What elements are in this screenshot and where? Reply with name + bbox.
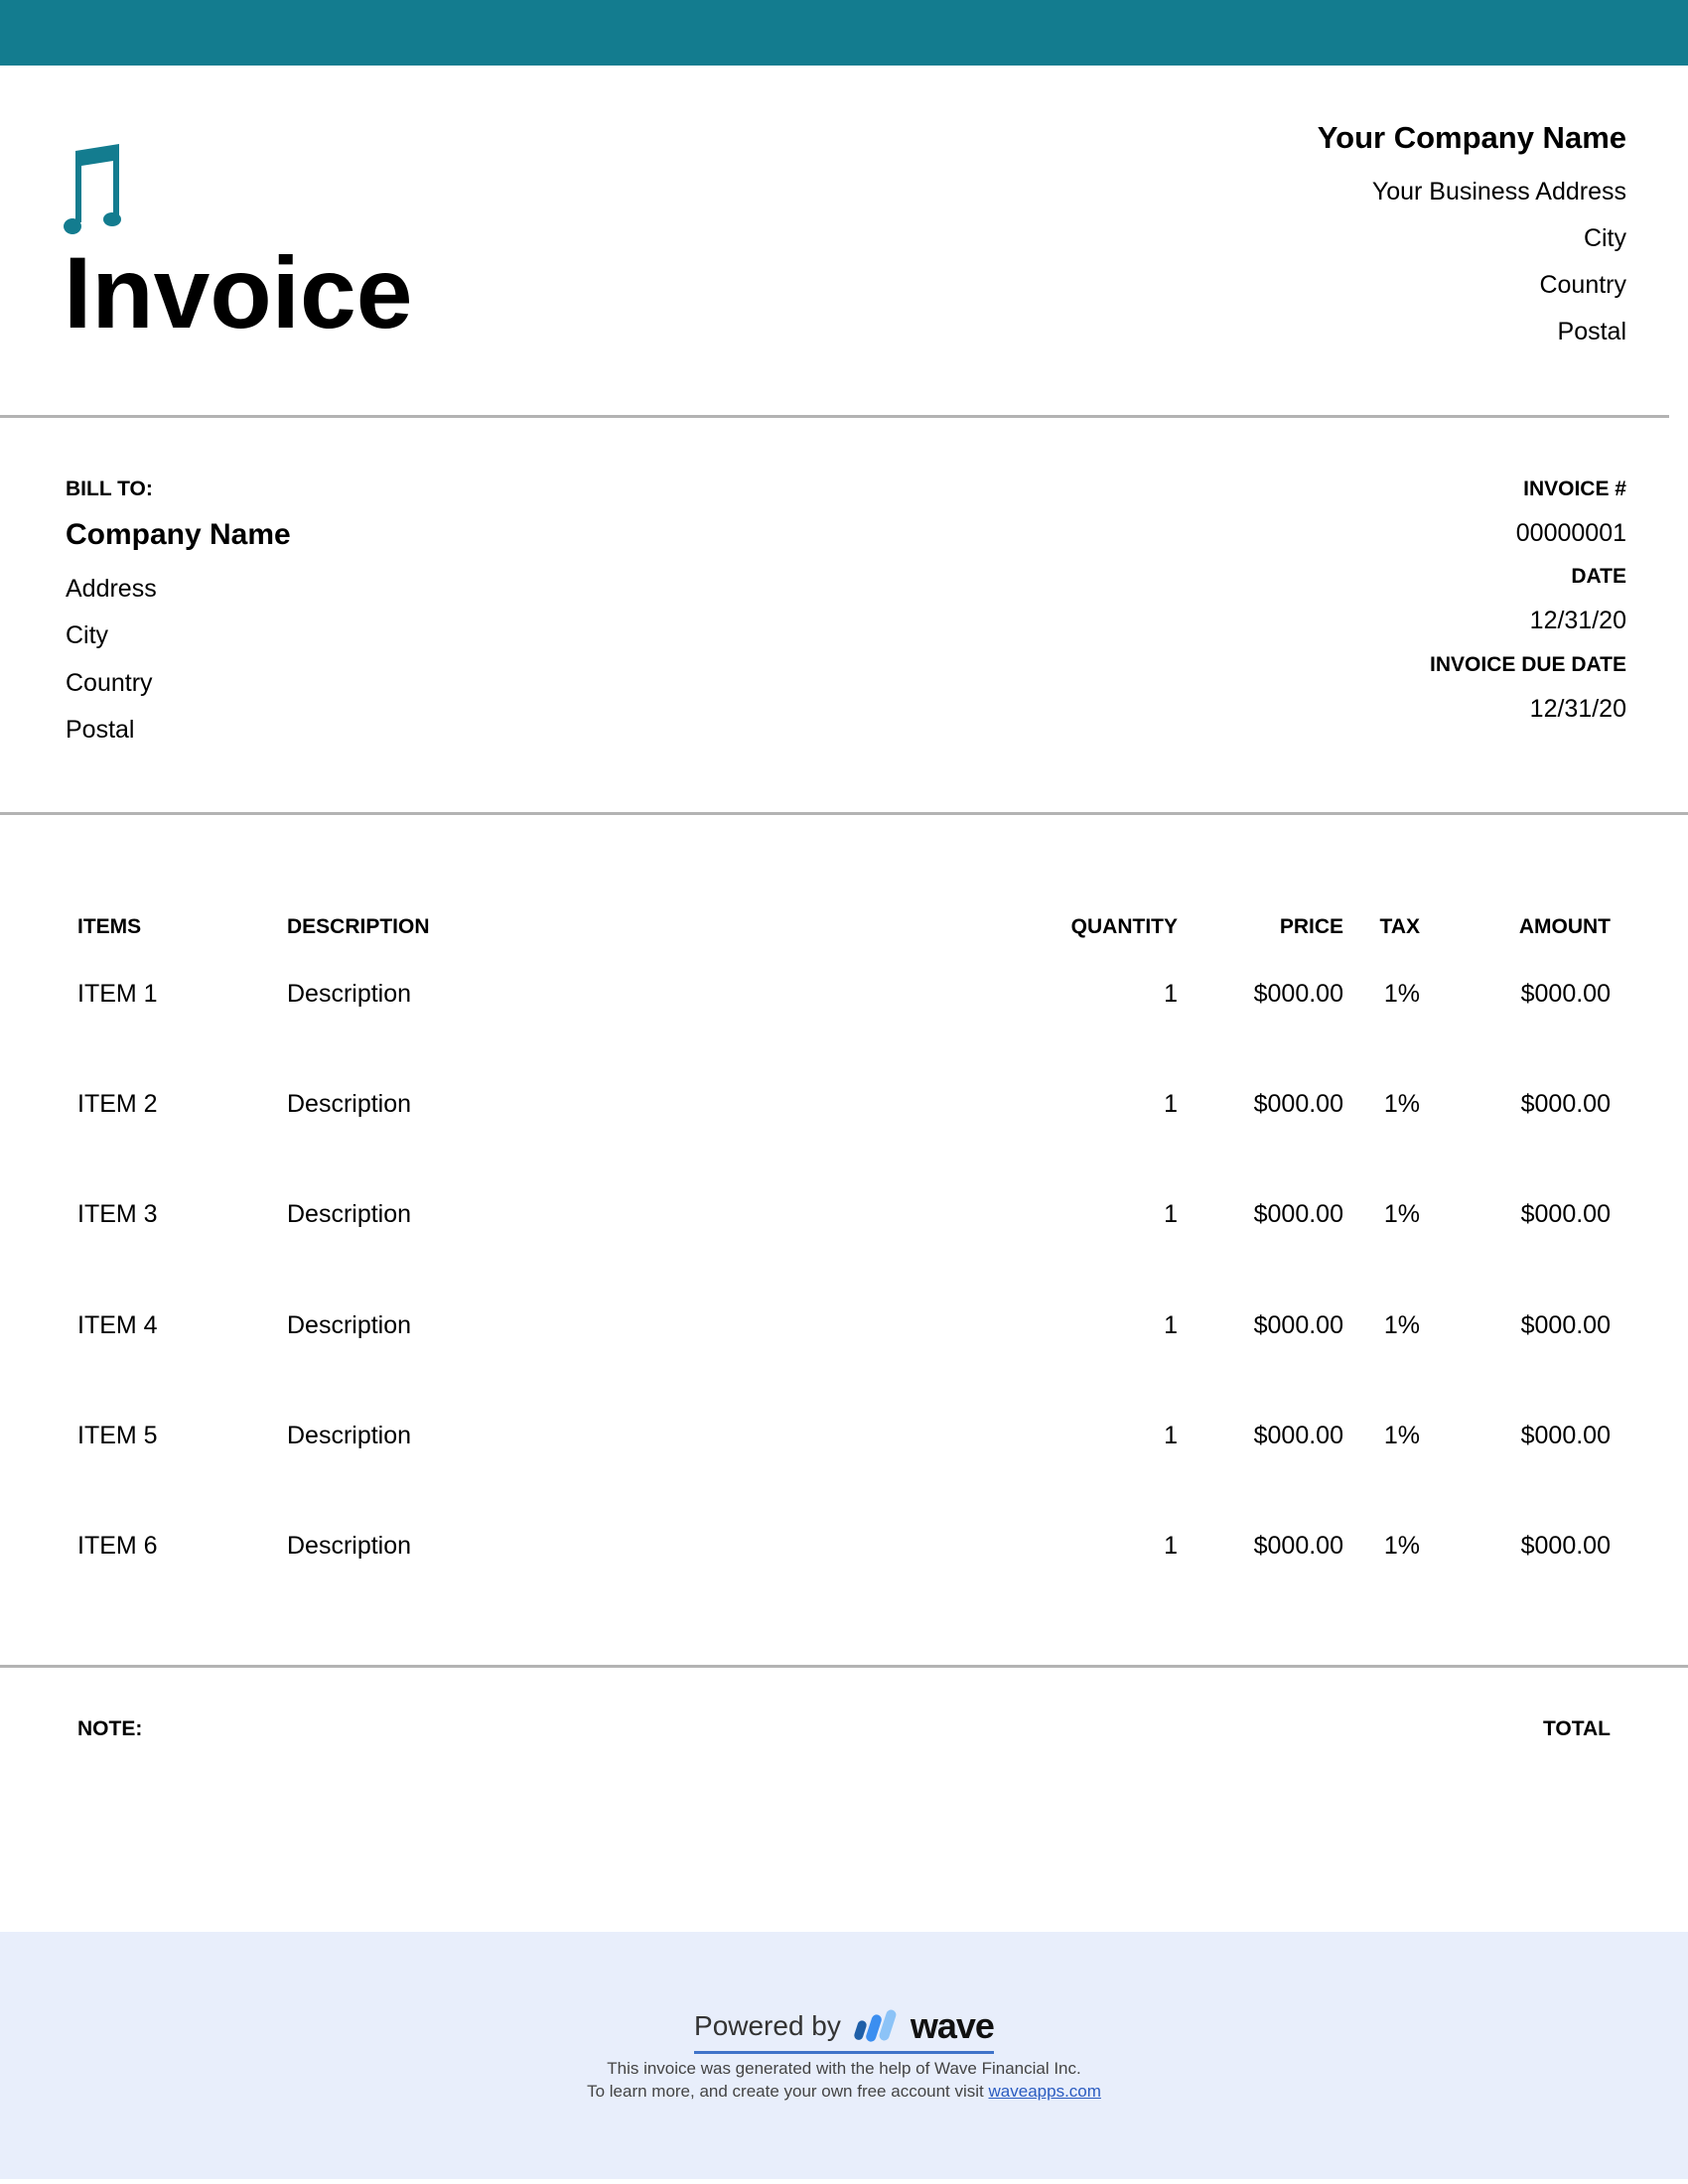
cell-item: ITEM 1 <box>77 980 158 1008</box>
cell-description: Description <box>287 980 412 1008</box>
company-postal: Postal <box>1557 318 1626 345</box>
bill-to-label: BILL TO: <box>66 478 153 500</box>
cell-item: ITEM 5 <box>77 1421 158 1449</box>
header-items: ITEMS <box>77 915 142 938</box>
cell-tax: 1% <box>1383 1090 1420 1119</box>
bill-to-city: City <box>66 621 109 649</box>
footer-line-2 <box>0 2082 1688 2102</box>
music-note-icon <box>64 141 123 236</box>
bill-to-name: Company Name <box>66 518 291 551</box>
cell-quantity: 1 <box>1164 1090 1178 1119</box>
powered-by-wave <box>0 2005 1688 2054</box>
bill-to-address: Address <box>66 575 157 603</box>
total-label: TOTAL <box>1542 1717 1611 1740</box>
cell-amount: $000.00 <box>1520 1532 1611 1560</box>
header-price: PRICE <box>1279 915 1343 938</box>
wave-brand: wave <box>910 2005 994 2046</box>
divider <box>0 415 1669 418</box>
cell-item: ITEM 6 <box>77 1532 158 1560</box>
cell-item: ITEM 3 <box>77 1200 158 1229</box>
powered-by-text: Powered by <box>694 2010 841 2041</box>
cell-price: $000.00 <box>1253 1090 1343 1119</box>
cell-description: Description <box>287 1090 412 1119</box>
company-address: Your Business Address <box>1371 178 1626 205</box>
footer-line-1: This invoice was generated with the help of Wave Financial Inc. <box>607 2059 1081 2078</box>
due-date: 12/31/20 <box>1529 695 1626 723</box>
cell-item: ITEM 4 <box>77 1310 158 1339</box>
footer <box>0 1932 1688 2179</box>
cell-price: $000.00 <box>1253 1421 1343 1449</box>
company-name: Your Company Name <box>1317 120 1626 155</box>
cell-price: $000.00 <box>1253 1200 1343 1229</box>
cell-tax: 1% <box>1383 1421 1420 1449</box>
cell-amount: $000.00 <box>1520 1310 1611 1339</box>
wave-logo-icon <box>853 2008 899 2044</box>
cell-quantity: 1 <box>1164 980 1178 1008</box>
footer-line-2-text: To learn more, and create your own free account visit <box>587 2082 984 2101</box>
cell-quantity: 1 <box>1164 1310 1178 1339</box>
cell-quantity: 1 <box>1164 1532 1178 1560</box>
header-quantity: QUANTITY <box>1070 915 1178 938</box>
cell-quantity: 1 <box>1164 1421 1178 1449</box>
cell-description: Description <box>287 1310 412 1339</box>
cell-tax: 1% <box>1383 1532 1420 1560</box>
top-accent-bar <box>0 0 1688 66</box>
header-amount: AMOUNT <box>1518 915 1611 938</box>
company-country: Country <box>1539 271 1626 299</box>
waveapps-link[interactable]: waveapps.com <box>988 2082 1101 2101</box>
company-city: City <box>1583 224 1626 252</box>
divider <box>0 1665 1688 1668</box>
invoice-number-label: INVOICE # <box>1523 478 1626 500</box>
cell-price: $000.00 <box>1253 1310 1343 1339</box>
page-title: Invoice <box>64 236 413 349</box>
cell-price: $000.00 <box>1253 980 1343 1008</box>
cell-description: Description <box>287 1421 412 1449</box>
date-label: DATE <box>1571 565 1626 588</box>
divider <box>0 812 1688 815</box>
cell-item: ITEM 2 <box>77 1090 158 1119</box>
bill-to-country: Country <box>66 669 153 697</box>
cell-description: Description <box>287 1532 412 1560</box>
bill-to-postal: Postal <box>66 716 135 744</box>
cell-amount: $000.00 <box>1520 1200 1611 1229</box>
invoice-number: 00000001 <box>1515 519 1626 547</box>
cell-tax: 1% <box>1383 980 1420 1008</box>
cell-price: $000.00 <box>1253 1532 1343 1560</box>
note-label: NOTE: <box>77 1717 143 1740</box>
cell-amount: $000.00 <box>1520 1421 1611 1449</box>
cell-quantity: 1 <box>1164 1200 1178 1229</box>
header-tax: TAX <box>1379 915 1420 938</box>
invoice-date: 12/31/20 <box>1529 607 1626 634</box>
cell-amount: $000.00 <box>1520 1090 1611 1119</box>
cell-description: Description <box>287 1200 412 1229</box>
due-date-label: INVOICE DUE DATE <box>1430 653 1626 676</box>
cell-tax: 1% <box>1383 1310 1420 1339</box>
cell-amount: $000.00 <box>1520 980 1611 1008</box>
header-description: DESCRIPTION <box>287 915 430 938</box>
cell-tax: 1% <box>1383 1200 1420 1229</box>
